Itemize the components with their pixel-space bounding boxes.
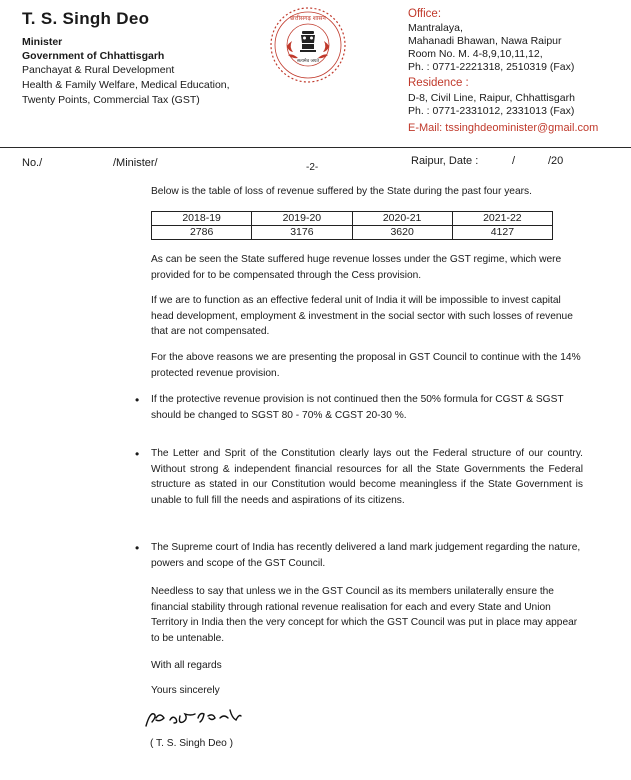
signatory-name: ( T. S. Singh Deo ) bbox=[150, 738, 234, 749]
page-number: -2- bbox=[306, 162, 319, 173]
header-divider bbox=[0, 147, 631, 148]
closing-regards: With all regards bbox=[151, 660, 222, 671]
table-row bbox=[152, 212, 553, 226]
table-cell: 3620 bbox=[352, 226, 452, 240]
residence-label: Residence : bbox=[408, 77, 469, 89]
table-cell: 4127 bbox=[452, 226, 552, 240]
ref-number: No./ bbox=[22, 157, 43, 169]
table-header-cell: 2018-19 bbox=[152, 212, 252, 226]
date-year: /20 bbox=[548, 155, 564, 167]
table-cell: 2786 bbox=[152, 226, 252, 240]
bullet-icon: • bbox=[135, 393, 140, 407]
office-label: Office: bbox=[408, 8, 442, 20]
portfolio-line: Twenty Points, Commercial Tax (GST) bbox=[22, 94, 200, 106]
paragraph: As can be seen the State suffered huge revenue losses under the GST regime, which were provided for to be compensated through the Cess provision. bbox=[151, 254, 562, 281]
emblem-seal-icon bbox=[268, 5, 348, 85]
paragraph: For the above reasons we are presenting the proposal in GST Council to continue with the 14% protected revenue provision. bbox=[151, 352, 581, 379]
bullet-icon: • bbox=[135, 541, 140, 555]
office-line: Mahanadi Bhawan, Nawa Raipur bbox=[408, 35, 562, 47]
portfolio-line: Health & Family Welfare, Medical Education, bbox=[22, 79, 230, 91]
government: Government of Chhattisgarh bbox=[22, 50, 165, 62]
table-row bbox=[152, 226, 553, 240]
revenue-loss-table bbox=[151, 211, 553, 240]
table-header-cell: 2021-22 bbox=[452, 212, 552, 226]
state-emblem bbox=[268, 5, 348, 85]
designation: Minister bbox=[22, 36, 63, 48]
residence-line: D-8, Civil Line, Raipur, Chhattisgarh bbox=[408, 92, 575, 104]
paragraph: Needless to say that unless we in the GST Council as its members unilaterally ensure the financial stability through rational revenue realisation for each and every State and Union Territory in India then the very concept for which the GST Council was put in place may appear to be untenable. bbox=[151, 586, 578, 644]
table-header-cell: 2020-21 bbox=[352, 212, 452, 226]
portfolio-line: Panchayat & Rural Development bbox=[22, 64, 175, 76]
bullet-icon: • bbox=[135, 447, 140, 461]
ref-minister: /Minister/ bbox=[113, 157, 158, 169]
bullet-item: The Supreme court of India has recently delivered a land mark judgement regarding the nature, powers and scope of the GST Council. bbox=[151, 542, 581, 569]
email-address[interactable]: E-Mail: tssinghdeominister@gmail.com bbox=[408, 122, 599, 134]
date-slash: / bbox=[512, 155, 516, 167]
office-line: Room No. M. 4-8,9,10,11,12, bbox=[408, 48, 543, 60]
place-date: Raipur, Date : bbox=[411, 155, 479, 167]
signature bbox=[140, 700, 270, 732]
svg-text:छत्तीसगढ़ शासन: छत्तीसगढ़ शासन bbox=[290, 15, 326, 22]
svg-text:सत्यमेव जयते: सत्यमेव जयते bbox=[296, 59, 320, 64]
table-cell: 3176 bbox=[252, 226, 352, 240]
office-phone: Ph. : 0771-2221318, 2510319 (Fax) bbox=[408, 61, 575, 73]
bullet-item: If the protective revenue provision is not continued then the 50% formula for CGST & SGST should be changed to SGST 80 - 70% & CGST 20-30 %. bbox=[151, 394, 564, 421]
intro-text: Below is the table of loss of revenue suffered by the State during the past four years. bbox=[151, 186, 532, 197]
closing-sincerely: Yours sincerely bbox=[151, 685, 220, 696]
paragraph: If we are to function as an effective federal unit of India it will be impossible to invest capital head development, employment & investment in the social sector with such losses of revenue that are not compensated. bbox=[151, 295, 573, 337]
letterhead-name: T. S. Singh Deo bbox=[22, 9, 150, 28]
table-header-cell: 2019-20 bbox=[252, 212, 352, 226]
signature-scribble-icon bbox=[140, 700, 270, 732]
office-line: Mantralaya, bbox=[408, 22, 463, 34]
residence-phone: Ph. : 0771-2331012, 2331013 (Fax) bbox=[408, 105, 575, 117]
bullet-item: The Letter and Sprit of the Constitution clearly lays out the Federal structure of our country. Without strong & independent financial resources for all the State Governments the Federal structure as stated in our Constitution would become meaningless if the State Government is unable to full fill the needs and aspirations of its citizens. bbox=[151, 448, 583, 506]
